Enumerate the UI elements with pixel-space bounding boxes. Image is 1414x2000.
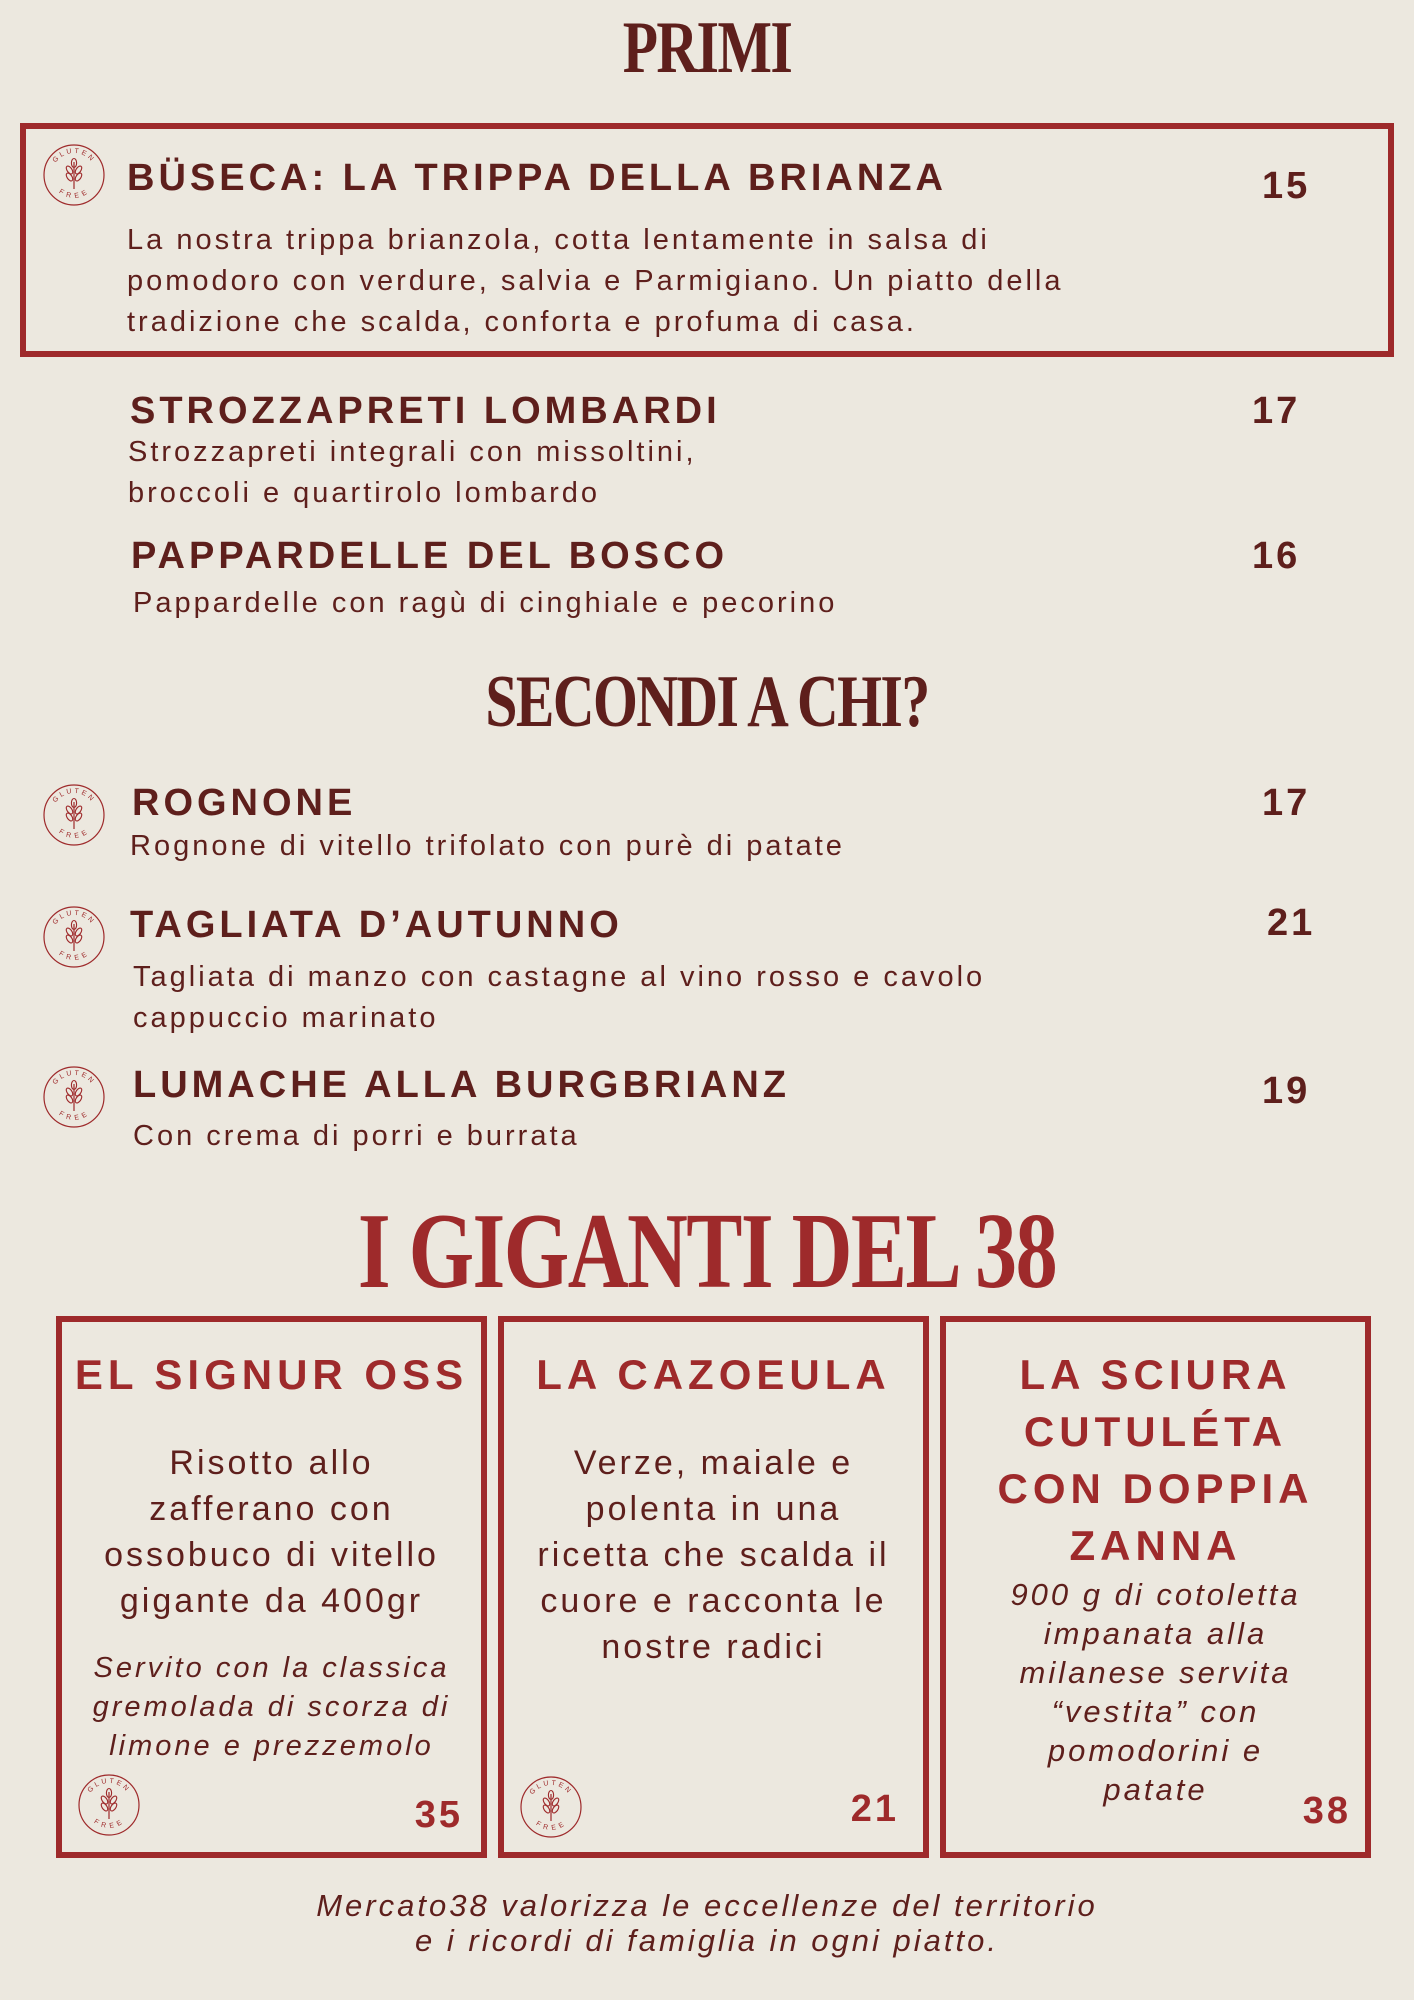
giant-card-note [72, 1649, 471, 1766]
desc-line: Verze, maiale e [573, 1444, 854, 1482]
gluten-free-icon [518, 1774, 584, 1840]
giant-card-price: 35 [414, 1794, 463, 1836]
dish-name: STROZZAPRETI LOMBARDI [130, 390, 721, 432]
primi-title: PRIMI [622, 7, 792, 89]
title-line: LA CAZOEULA [536, 1351, 891, 1398]
desc-line: Pappardelle con ragù di cinghiale e pecorino [133, 587, 838, 619]
footer-text [0, 1888, 1414, 1958]
svg-text:FREE: FREE [57, 828, 91, 841]
desc-line: tradizione che scalda, conforta e profuma di casa. [127, 306, 917, 338]
svg-text:FREE: FREE [57, 950, 91, 963]
desc-line: Strozzapreti integrali con missoltini, [128, 436, 697, 468]
title-line: EL SIGNUR OSS [74, 1351, 469, 1398]
dish-price: 16 [1252, 535, 1301, 577]
note-line: 900 g di cotoletta [1010, 1577, 1301, 1612]
dish-name: TAGLIATA D’AUTUNNO [130, 904, 623, 946]
svg-text:FREE: FREE [534, 1820, 568, 1833]
dish-name: LUMACHE ALLA BURGBRIANZ [133, 1064, 791, 1106]
desc-line: ricetta che scalda il [537, 1536, 890, 1574]
dish-price: 15 [1262, 165, 1311, 207]
footer-line: e i ricordi di famiglia in ogni piatto. [415, 1923, 999, 1958]
giant-card-note [956, 1575, 1355, 1809]
desc-line: La nostra trippa brianzola, cotta lentamente in salsa di [127, 224, 990, 256]
desc-line: broccoli e quartirolo lombardo [128, 477, 601, 509]
dish-description [127, 220, 1277, 343]
dish-description [133, 583, 1233, 624]
giant-card-title [504, 1346, 923, 1403]
title-line: ZANNA [1069, 1522, 1242, 1569]
desc-line: cuore e racconta le [540, 1582, 887, 1620]
svg-text:GLUTEN: GLUTEN [528, 1779, 574, 1797]
title-line: CON DOPPIA [997, 1465, 1314, 1512]
dish-price: 17 [1252, 390, 1301, 432]
note-line: Servito con la classica [93, 1652, 450, 1684]
svg-text:GLUTEN: GLUTEN [51, 1069, 97, 1087]
desc-line: Tagliata di manzo con castagne al vino rosso e cavolo [133, 961, 986, 993]
gluten-free-icon [41, 142, 107, 208]
desc-line: cappuccio marinato [133, 1002, 439, 1034]
dish-description [128, 432, 1228, 514]
note-line: milanese servita [1019, 1655, 1292, 1690]
title-line: LA SCIURA [1019, 1351, 1292, 1398]
giant-card-title [62, 1346, 481, 1403]
giant-card [498, 1316, 929, 1858]
desc-line: Risotto allo [169, 1444, 374, 1482]
note-line: impanata alla [1043, 1616, 1268, 1651]
giant-card [56, 1316, 487, 1858]
desc-line: polenta in una [585, 1490, 842, 1528]
desc-line: pomodoro con verdure, salvia e Parmigiano. Un piatto della [127, 265, 1064, 297]
note-line: gremolada di scorza di [92, 1691, 451, 1723]
desc-line: Rognone di vitello trifolato con purè di patate [130, 830, 845, 862]
gluten-free-icon [41, 904, 107, 970]
dish-name: ROGNONE [132, 782, 357, 824]
giant-card [940, 1316, 1371, 1858]
giant-card-description [72, 1440, 471, 1624]
dish-description [133, 957, 1283, 1039]
secondi-title: SECONDI A CHI? [485, 661, 929, 743]
svg-text:GLUTEN: GLUTEN [51, 787, 97, 805]
desc-line: gigante da 400gr [119, 1582, 424, 1620]
dish-name: PAPPARDELLE DEL BOSCO [131, 535, 729, 577]
svg-text:FREE: FREE [92, 1818, 126, 1831]
gluten-free-icon [76, 1772, 142, 1838]
svg-text:GLUTEN: GLUTEN [86, 1777, 132, 1795]
note-line: limone e prezzemolo [109, 1730, 434, 1762]
desc-line: Con crema di porri e burrata [133, 1120, 580, 1152]
giant-card-price: 38 [1302, 1790, 1351, 1832]
desc-line: nostre radici [601, 1628, 826, 1666]
dish-description [130, 826, 1230, 867]
giant-card-title [946, 1346, 1365, 1574]
title-line: CUTULÉTA [1023, 1408, 1288, 1455]
note-line: patate [1103, 1772, 1208, 1807]
desc-line: ossobuco di vitello [104, 1536, 439, 1574]
giganti-title: I GIGANTI DEL 38 [357, 1192, 1057, 1311]
svg-text:GLUTEN: GLUTEN [51, 147, 97, 165]
dish-price: 17 [1262, 782, 1311, 824]
note-line: “vestita” con [1051, 1694, 1260, 1729]
giant-card-description [514, 1440, 913, 1670]
svg-text:FREE: FREE [57, 188, 91, 201]
footer-line: Mercato38 valorizza le eccellenze del territorio [316, 1888, 1098, 1923]
gluten-free-icon [41, 782, 107, 848]
svg-text:FREE: FREE [57, 1110, 91, 1123]
desc-line: zafferano con [149, 1490, 394, 1528]
svg-text:GLUTEN: GLUTEN [51, 909, 97, 927]
dish-description [133, 1116, 1233, 1157]
dish-price: 21 [1267, 902, 1316, 944]
dish-price: 19 [1262, 1070, 1311, 1112]
dish-name: BÜSECA: LA TRIPPA DELLA BRIANZA [127, 157, 947, 199]
giant-card-price: 21 [850, 1788, 899, 1830]
note-line: pomodorini e [1047, 1733, 1264, 1768]
gluten-free-icon [41, 1064, 107, 1130]
